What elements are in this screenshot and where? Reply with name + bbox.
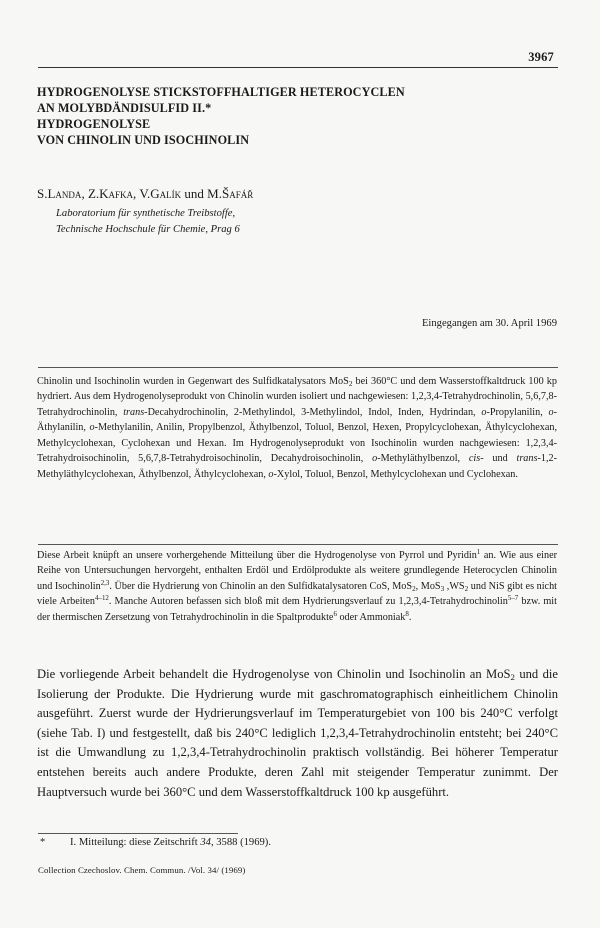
affiliation-line: Laboratorium für synthetische Treibstoffe, <box>56 208 236 219</box>
abstract-text: -Methylanilin, Anilin, Propylbenzol, Äthylbenzol, Toluol, Benzol, Hexen, Propylcyclohexan, Äthylcyclohexan, Methylcyclohexan, Cyclohexan und Hexan. Im Hydrogenolyseprodukt von Isochinolin wurden nachgewiesen: 1,2,3,4-Tetrahydroisochinolin, 5,6,7,8-Tetrahydroisochinolin, Decahydroisochinolin, <box>37 422 558 465</box>
citation: 6 <box>333 610 337 618</box>
author-list <box>37 186 253 202</box>
italic-prefix: o <box>268 468 274 480</box>
abstract-text: -Decahydrochinolin, 2-Methylindol, 3-Methylindol, Indol, Inden, Hydrindan, <box>144 406 482 418</box>
body-text: Die vorliegende Arbeit behandelt die Hydrogenolyse von Chinolin und Isochinolin an MoS <box>37 667 511 681</box>
intro-text: oder Ammoniak <box>336 611 406 623</box>
footnote-text: I. Mitteilung: diese Zeitschrift <box>70 837 201 848</box>
abstract-text: -Äthylanilin, <box>37 406 557 434</box>
intro-text: , MoS <box>415 580 441 592</box>
footnote-mark: * <box>40 837 46 848</box>
intro-text: und NiS gibt es nicht viele Arbeiten <box>37 580 557 608</box>
author-initial: V. <box>139 186 151 201</box>
author-separator: , <box>81 186 85 201</box>
introduction <box>37 548 557 625</box>
received-date: Eingegangen am 30. April 1969 <box>421 318 557 329</box>
citation: 2,3 <box>100 579 110 587</box>
footnote-rule <box>38 833 238 834</box>
header-rule <box>38 67 558 68</box>
body-text: und die Isolierung der Produkte. Die Hydrierung wurde mit gaschromatographisch einheitlichem Chinolin ausgeführt. Zuerst wurde der Hydrierungsverlauf im Temperaturgebiet von 100 bis 240°C verfolgt (siehe Tab. I) und festgestellt, daß bis 240°C lediglich 1,2,3,4-Tetrahydrochinolin entsteht; bei 240°C ist die Umwandlung zu 1,2,3,4-Tetrahydrochinolin praktisch vollständig. Bei höherer Temperatur entstehen bereits auch andere Produkte, deren Zahl mit steigender Temperatur zunimmt. Der Hauptversuch wurde bei 360°C und dem Wasserstoffkaltdruck 100 kp ausgeführt. <box>37 667 558 799</box>
intro-text: Diese Arbeit knüpft an unsere vorhergehende Mitteilung über die Hydrogenolyse von Pyrrol und Pyridin <box>37 550 477 561</box>
abstract-text: -Propylanilin, <box>486 406 549 418</box>
affiliation-line: Technische Hochschule für Chemie, Prag 6 <box>56 223 240 235</box>
title-line: HYDROGENOLYSE STICKSTOFFHALTIGER HETEROCYCLEN <box>37 85 405 99</box>
abstract-text: Chinolin und Isochinolin wurden in Gegenwart des Sulfidkatalysators MoS <box>37 376 349 387</box>
body-paragraph <box>37 665 558 802</box>
title-line: AN MOLYBDÄNDISULFID II.* <box>37 101 212 115</box>
author-surname: Galík <box>150 186 182 201</box>
footnote <box>40 837 271 848</box>
intro-text: ,WS <box>444 580 465 592</box>
author-surname: Landa <box>47 186 82 201</box>
page-number: 3967 <box>528 50 554 64</box>
title-line: HYDROGENOLYSE <box>37 117 151 131</box>
citation: 1 <box>476 549 481 556</box>
subscript: 2 <box>464 584 469 593</box>
italic-prefix: trans <box>123 406 145 418</box>
author-surname: Šafář <box>221 186 254 201</box>
intro-text: . Manche Autoren befassen sich bloß mit dem Hydrierungsverlauf zu 1,2,3,4-Tetrahydrochinolin <box>108 596 508 608</box>
citation: 5–7 <box>507 595 519 603</box>
title-line: VON CHINOLIN UND ISOCHINOLIN <box>37 133 250 147</box>
abstract-text: bei 360°C und dem Wasserstoffkaltdruck 100 kp hydriert. Aus dem Hydrogenolyseprodukt von Chinolin wurden isoliert und nachgewiesen: 1,2,3,4-Tetrahydrochinolin, 5,6,7,8-Tetrahydrochinolin, <box>37 376 557 418</box>
abstract-top-rule <box>38 367 558 368</box>
abstract-bottom-rule <box>38 544 558 545</box>
abstract <box>37 374 557 482</box>
author-surname: Kafka <box>99 186 134 201</box>
abstract-text: -Methyläthylbenzol, <box>377 453 469 465</box>
abstract-text: -1,2-Methyläthylcyclohexan, Äthylbenzol, Äthylcyclohexan, <box>37 453 557 480</box>
subscript: 2 <box>348 380 353 388</box>
subscript: 2 <box>412 584 416 593</box>
citation: 4–12 <box>95 595 109 603</box>
intro-text: . Über die Hydrierung von Chinolin an den Sulfidkatalysatoren CoS, MoS <box>109 580 413 592</box>
subscript: 2 <box>510 672 515 682</box>
italic-prefix: o <box>372 453 378 465</box>
affiliation <box>56 206 240 237</box>
italic-prefix: cis- <box>468 453 484 465</box>
author-initial: M. <box>207 186 222 201</box>
citation: 8 <box>405 610 409 618</box>
intro-text: . <box>408 611 412 623</box>
author-conjunction: und <box>184 186 204 201</box>
italic-prefix: trans <box>516 453 538 465</box>
author-separator: , <box>133 186 137 201</box>
abstract-text: -Xylol, Toluol, Benzol, Methylcyclohexan und Cyclohexan. <box>273 468 518 480</box>
paper-title <box>37 84 557 148</box>
author-initial: S. <box>37 186 48 201</box>
journal-citation: Collection Czechoslov. Chem. Commun. /Vol. 34/ (1969) <box>38 865 246 875</box>
intro-text: bzw. mit der thermischen Zersetzung von Tetrahydrochinolin in die Spaltprodukte <box>37 596 557 623</box>
footnote-text: , 3588 (1969). <box>210 837 271 848</box>
italic-prefix: o <box>89 422 95 434</box>
intro-text: an. Wie aus einer Reihe von Untersuchungen hervorgeht, enthalten Erdöl und Erdölprodukte als weitere grundlegende Heterocyclen Chinolin und Isochinolin <box>37 550 558 592</box>
italic-prefix: o <box>481 406 487 418</box>
subscript: 3 <box>440 584 445 593</box>
volume-number: 34 <box>200 837 211 848</box>
abstract-text: und <box>483 453 517 465</box>
italic-prefix: o <box>548 406 554 418</box>
author-initial: Z. <box>87 186 100 201</box>
